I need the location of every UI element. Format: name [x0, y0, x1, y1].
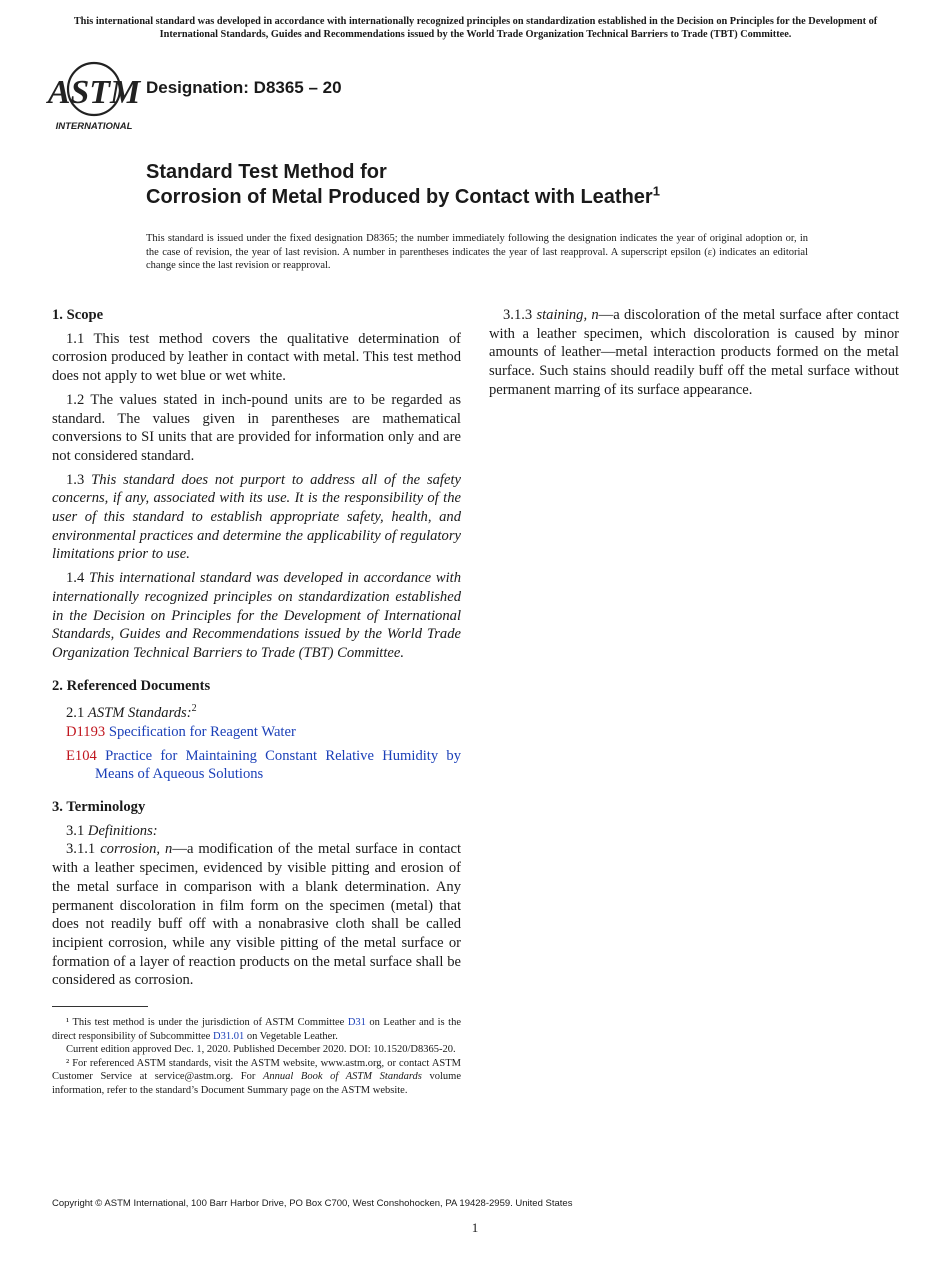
footnote-separator — [52, 1006, 148, 1007]
svg-text:ASTM: ASTM — [47, 74, 141, 111]
astm-logo — [47, 58, 141, 133]
left-column — [52, 306, 461, 995]
copyright: Copyright © ASTM International, 100 Barr Harbor Drive, PO Box C700, West Conshohocken, PA 19428-2959. United States — [52, 1198, 573, 1209]
reference-link-d1193[interactable]: D1193 Specification for Reagent Water — [66, 723, 296, 740]
title-footnote-mark: 1 — [652, 183, 660, 199]
footnote-2: ² For referenced ASTM standards, visit the ASTM website, www.astm.org, or contact ASTM Customer Service at service@astm.org. For Annual Book of ASTM Standards volume information, refer to the standard’s Document Summary page on the ASTM website. — [52, 1057, 461, 1096]
definition-corrosion: 3.1.1 corrosion, n—a modification of the metal surface in contact with a leather specimen, evidenced by visible pitting and erosion of the metal surface in comparison with a blank determination. Any permanent discoloration in film form on the specimen (metal) that does not readily buff off with a nonabrasive cloth shall be called incipient corrosion, while any visible pitting of the metal surface or formation of a layer of reaction products on the metal surface shall be considered as corrosion. — [52, 841, 462, 989]
designation: Designation: D8365 – 20 — [146, 78, 342, 97]
paragraph-1-3: 1.3 This standard does not purport to address all of the safety concerns, if any, associated with its use. It is the responsibility of the user of this standard to establish appropriate safety, health, and environmental practices and determine the applicability of regulatory limitations prior to use. — [52, 471, 461, 563]
committee-link[interactable]: D31 — [347, 1017, 366, 1028]
issue-note: This standard is issued under the fixed designation D8365; the number immediately following the designation indicates the year of original adoption or, in the case of revision, the year of last revision. A number in parentheses indicates the year of last reapproval. A superscript epsilon (ε) indicates an editorial change since the last revision or reapproval. — [146, 233, 808, 271]
paragraph-2-1: 2.1 ASTM Standards:$^2$ — [66, 703, 197, 722]
page-number: 1 — [471, 1220, 479, 1235]
title-line-2: Corrosion of Metal Produced by Contact with Leather$^1$ — [146, 183, 660, 208]
section-heading: 1. Scope — [52, 307, 104, 323]
paragraph-1-4: 1.4 This international standard was developed in accordance with internationally recognized principles on standardization established in the Decision on Principles for the Development of International Standards, Guides and Recommendations issued by the World Trade Organization Technical Barriers to Trade (TBT) Committee. — [52, 570, 462, 661]
section-heading: 2. Referenced Documents — [52, 677, 211, 694]
paragraph-1-2: 1.2 The values stated in inch-pound units are to be regarded as standard. The values given in parentheses are mathematical conversions to SI units that are provided for information only and are not considered standard. — [52, 391, 461, 464]
section-terminology — [52, 798, 461, 990]
footnote-1-edition: Current edition approved Dec. 1, 2020. Published December 2020. DOI: 10.1520/D8365-20. — [66, 1044, 456, 1055]
svg-text:INTERNATIONAL: INTERNATIONAL — [55, 121, 133, 132]
reference-link-e104[interactable]: E104 Practice for Maintaining Constant Relative Humidity by Means of Aqueous Solutions — [66, 747, 462, 783]
section-scope — [52, 306, 461, 663]
top-notice: This international standard was developed in accordance with internationally recognized principles on standardization established in the Decision on Principles for the Development of International Standards, Guides and Recommendations issued by the World Trade Organization Technical Barriers to Trade (TBT) Committee. — [73, 16, 878, 40]
section-heading: 3. Terminology — [52, 799, 146, 816]
footnotes — [52, 1016, 461, 1097]
title-line-1: Standard Test Method for — [146, 161, 387, 183]
document-title — [146, 160, 660, 210]
footnote-1: ¹ This test method is under the jurisdiction of ASTM Committee D31 on Leather and is the direct responsibility of Subcommittee D31.01 on Vegetable Leather. — [52, 1017, 461, 1042]
definition-staining: 3.1.3 staining, n—a discoloration of the metal surface after contact with a leather specimen, which discoloration is caused by minor amounts of leather—metal interaction products formed on the metal surface. Such stains should readily buff off the metal surface without permanent marring of its surface appearance. — [489, 307, 900, 398]
paragraph-1-1: 1.1 This test method covers the qualitative determination of corrosion produced by leather in contact with metal. This test method does not apply to wet blue or wet white. — [52, 330, 461, 385]
paragraph-3-1: 3.1 Definitions: — [66, 822, 158, 839]
subcommittee-link[interactable]: D31.01 — [212, 1030, 245, 1042]
section-referenced-documents — [52, 677, 461, 784]
right-column — [489, 306, 899, 405]
